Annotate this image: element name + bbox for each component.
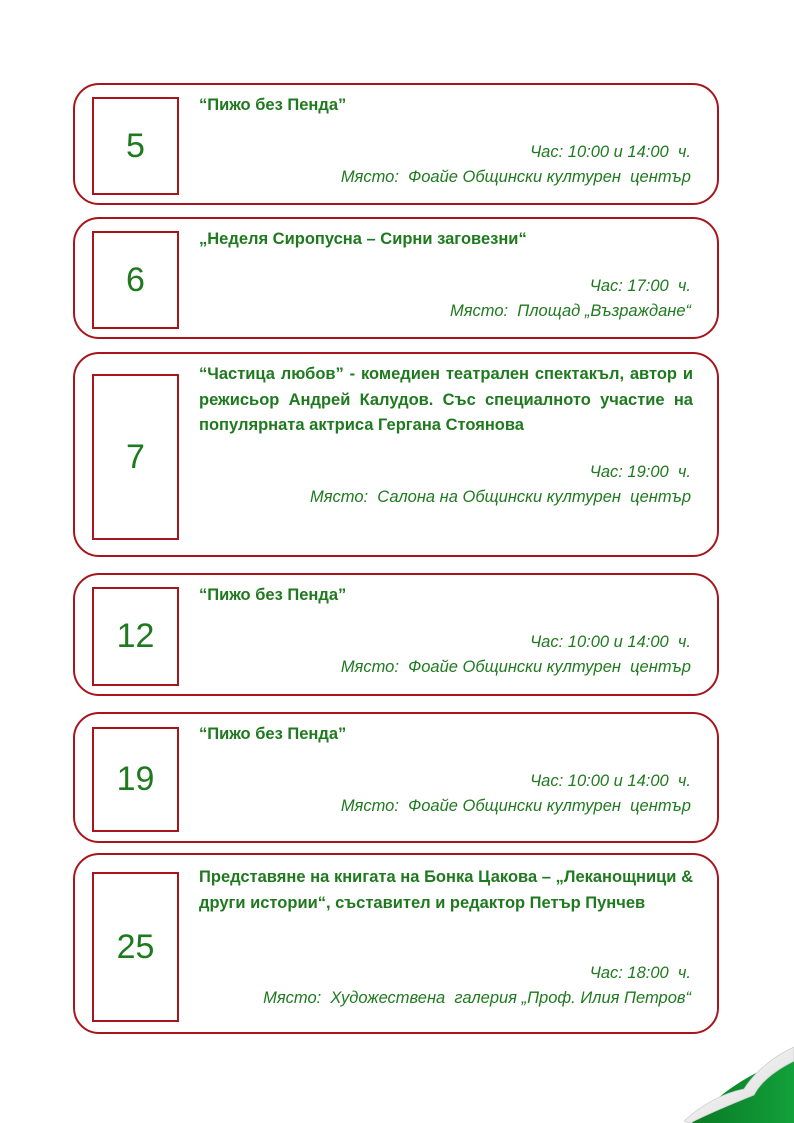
event-place: Място: Художествена галерия „Проф. Илия Петров“ bbox=[263, 989, 691, 1007]
event-card bbox=[73, 83, 719, 205]
event-title: “Пижо без Пенда” bbox=[199, 586, 347, 604]
event-time: Час: 19:00 ч. bbox=[589, 463, 691, 481]
event-place: Място: Площад „Възраждане“ bbox=[449, 302, 691, 320]
event-time: Час: 10:00 и 14:00 ч. bbox=[530, 772, 691, 790]
event-day: 19 bbox=[92, 727, 179, 832]
event-time: Час: 17:00 ч. bbox=[589, 277, 691, 295]
event-time: Час: 10:00 и 14:00 ч. bbox=[530, 633, 691, 651]
event-time: Час: 18:00 ч. bbox=[589, 964, 691, 982]
event-day: 5 bbox=[92, 97, 179, 195]
event-title: “Пижо без Пенда” bbox=[199, 96, 347, 114]
event-card bbox=[73, 712, 719, 843]
event-title: „Неделя Сиропусна – Сирни заговезни“ bbox=[199, 230, 527, 248]
event-day: 7 bbox=[92, 374, 179, 540]
event-place: Място: Фоайе Общински културен център bbox=[340, 658, 691, 676]
event-card bbox=[73, 217, 719, 339]
event-place: Място: Фоайе Общински културен център bbox=[340, 168, 691, 186]
event-title: “Пижо без Пенда” bbox=[199, 725, 347, 743]
event-title: Представяне на книгата на Бонка Цакова – „Леканощници & други истории“, съставител и редактор Петър Пунчев bbox=[199, 868, 693, 912]
event-card bbox=[73, 352, 719, 557]
event-card bbox=[73, 573, 719, 696]
event-title: “Частица любов” - комедиен театрален спектакъл, автор и режисьор Андрей Калудов. Със специалното участие на популярната актриса Гергана Стоянова bbox=[199, 365, 693, 434]
event-time: Час: 10:00 и 14:00 ч. bbox=[530, 143, 691, 161]
event-day: 25 bbox=[92, 872, 179, 1022]
event-day: 6 bbox=[92, 231, 179, 329]
page-curl-decoration bbox=[684, 1043, 794, 1123]
event-day: 12 bbox=[92, 587, 179, 686]
event-place: Място: Салона на Общински културен център bbox=[309, 488, 691, 506]
event-place: Място: Фоайе Общински културен център bbox=[340, 797, 691, 815]
event-card bbox=[73, 853, 719, 1034]
